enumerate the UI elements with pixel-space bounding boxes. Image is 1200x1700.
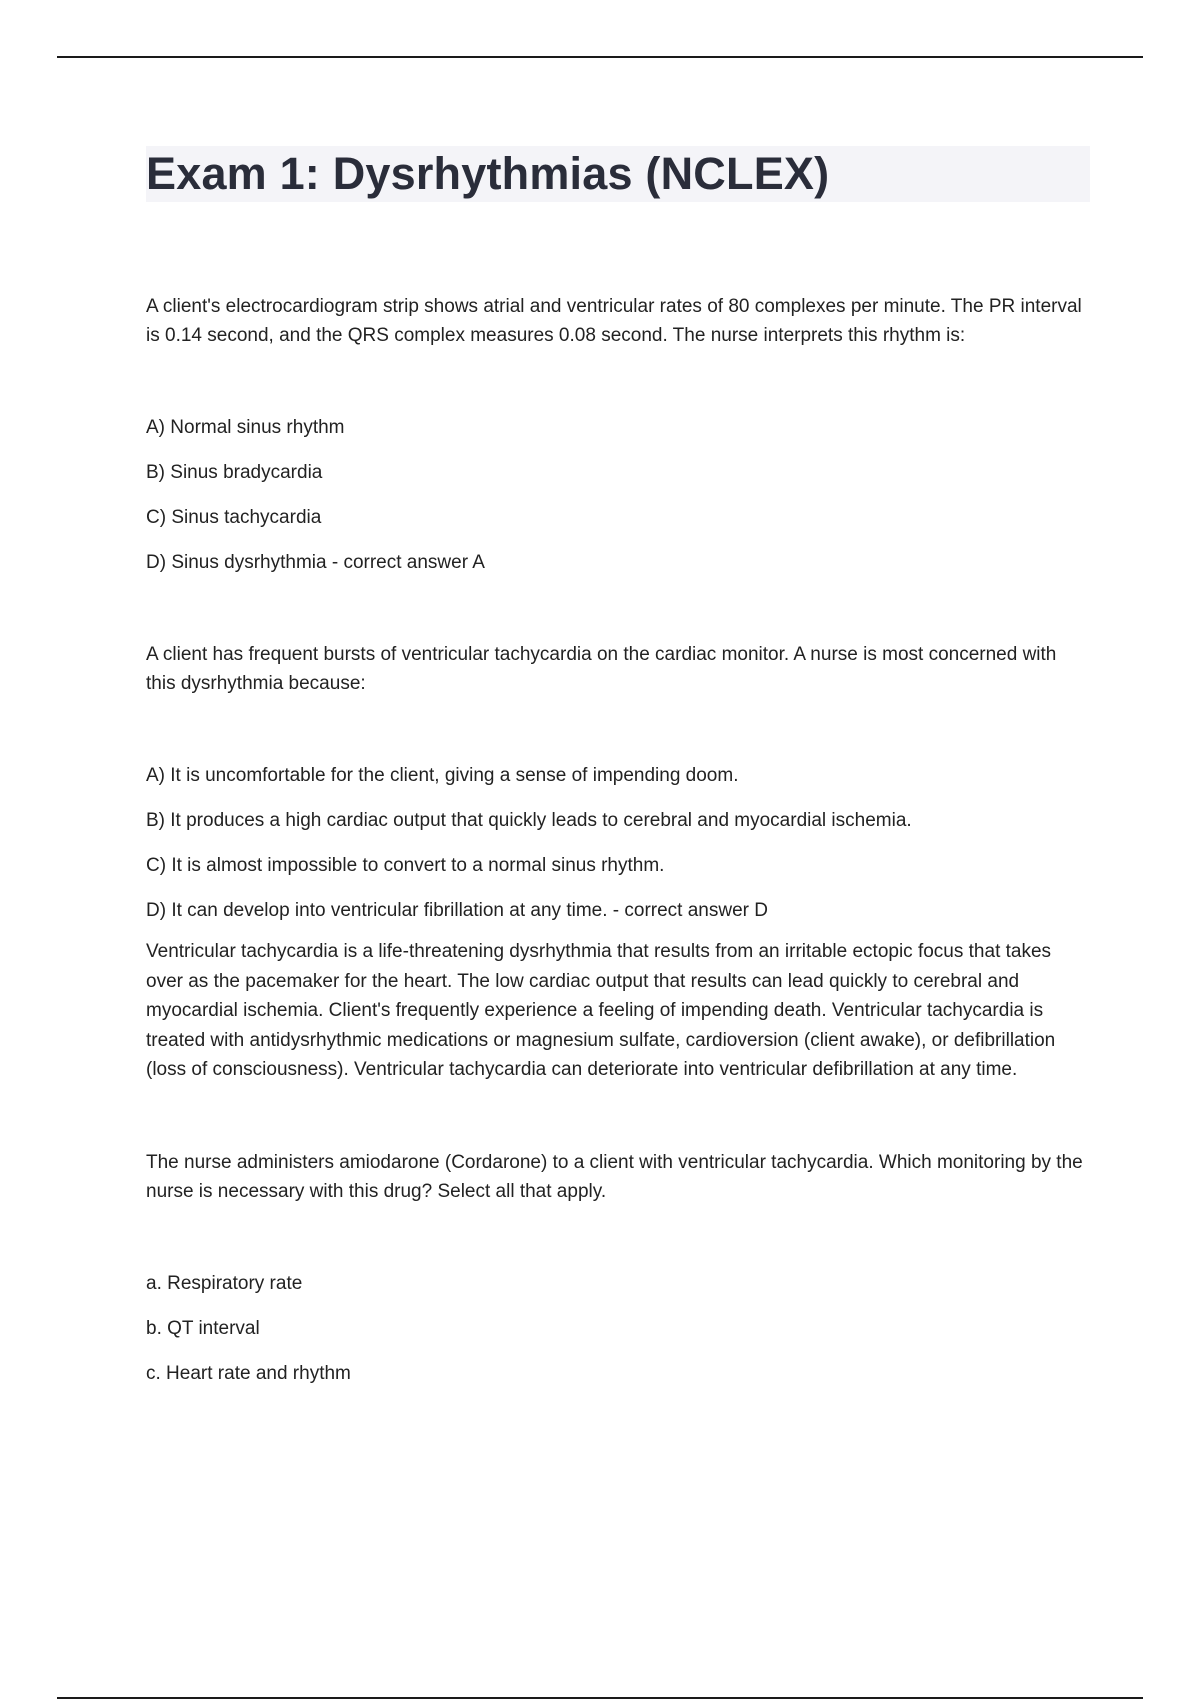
question-text: A client has frequent bursts of ventricular tachycardia on the cardiac monitor. A nurse is most concerned with this dysrhythmia because: (146, 644, 1057, 694)
answer-options (146, 761, 1090, 925)
question-text: The nurse administers amiodarone (Cordarone) to a client with ventricular tachycardia. Which monitoring by the nurse is necessary with this drug? Select all that apply. (146, 1151, 1083, 1202)
answer-explanation: Ventricular tachycardia is a life-threatening dysrhythmia that results from an irritable ectopic focus that takes over as the pacemaker for the heart. The low cardiac output that results can lead quickly to cerebral and myocardial ischemia. Client's frequently experience a feeling of impending death. Ventricular tachycardia is treated with antidysrhythmic medications or magnesium sulfate, cardioversion (client awake), or defibrillation (loss of consciousness). Ventricular tachycardia can deteriorate into ventricular defibrillation at any time. (146, 941, 1056, 1080)
option-b: b. QT interval (146, 1317, 260, 1339)
top-rule (57, 56, 1143, 58)
page-title: Exam 1: Dysrhythmias (NCLEX) (146, 148, 830, 199)
option-b: B) Sinus bradycardia (146, 462, 323, 483)
question-2 (146, 640, 1090, 1085)
option-c: C) It is almost impossible to convert to a normal sinus rhythm. (146, 855, 665, 876)
option-a: A) It is uncomfortable for the client, giving a sense of impending doom. (146, 765, 739, 786)
answer-options (146, 413, 1090, 577)
option-c: c. Heart rate and rhythm (146, 1362, 351, 1384)
option-a: a. Respiratory rate (146, 1272, 303, 1294)
option-d: D) Sinus dysrhythmia - correct answer A (146, 552, 485, 573)
answer-options (146, 1269, 1090, 1388)
question-3 (146, 1148, 1090, 1388)
option-d: D) It can develop into ventricular fibrillation at any time. - correct answer D (146, 900, 768, 921)
option-c: C) Sinus tachycardia (146, 507, 322, 528)
option-b: B) It produces a high cardiac output that quickly leads to cerebral and myocardial ischemia. (146, 810, 912, 831)
option-a: A) Normal sinus rhythm (146, 417, 345, 438)
document-content (146, 146, 1090, 1388)
question-1 (146, 292, 1090, 577)
question-text: A client's electrocardiogram strip shows atrial and ventricular rates of 80 complexes per minute. The PR interval is 0.14 second, and the QRS complex measures 0.08 second. The nurse interprets this rhythm is: (146, 296, 1082, 346)
title-band (146, 146, 1090, 202)
bottom-rule (57, 1697, 1143, 1699)
